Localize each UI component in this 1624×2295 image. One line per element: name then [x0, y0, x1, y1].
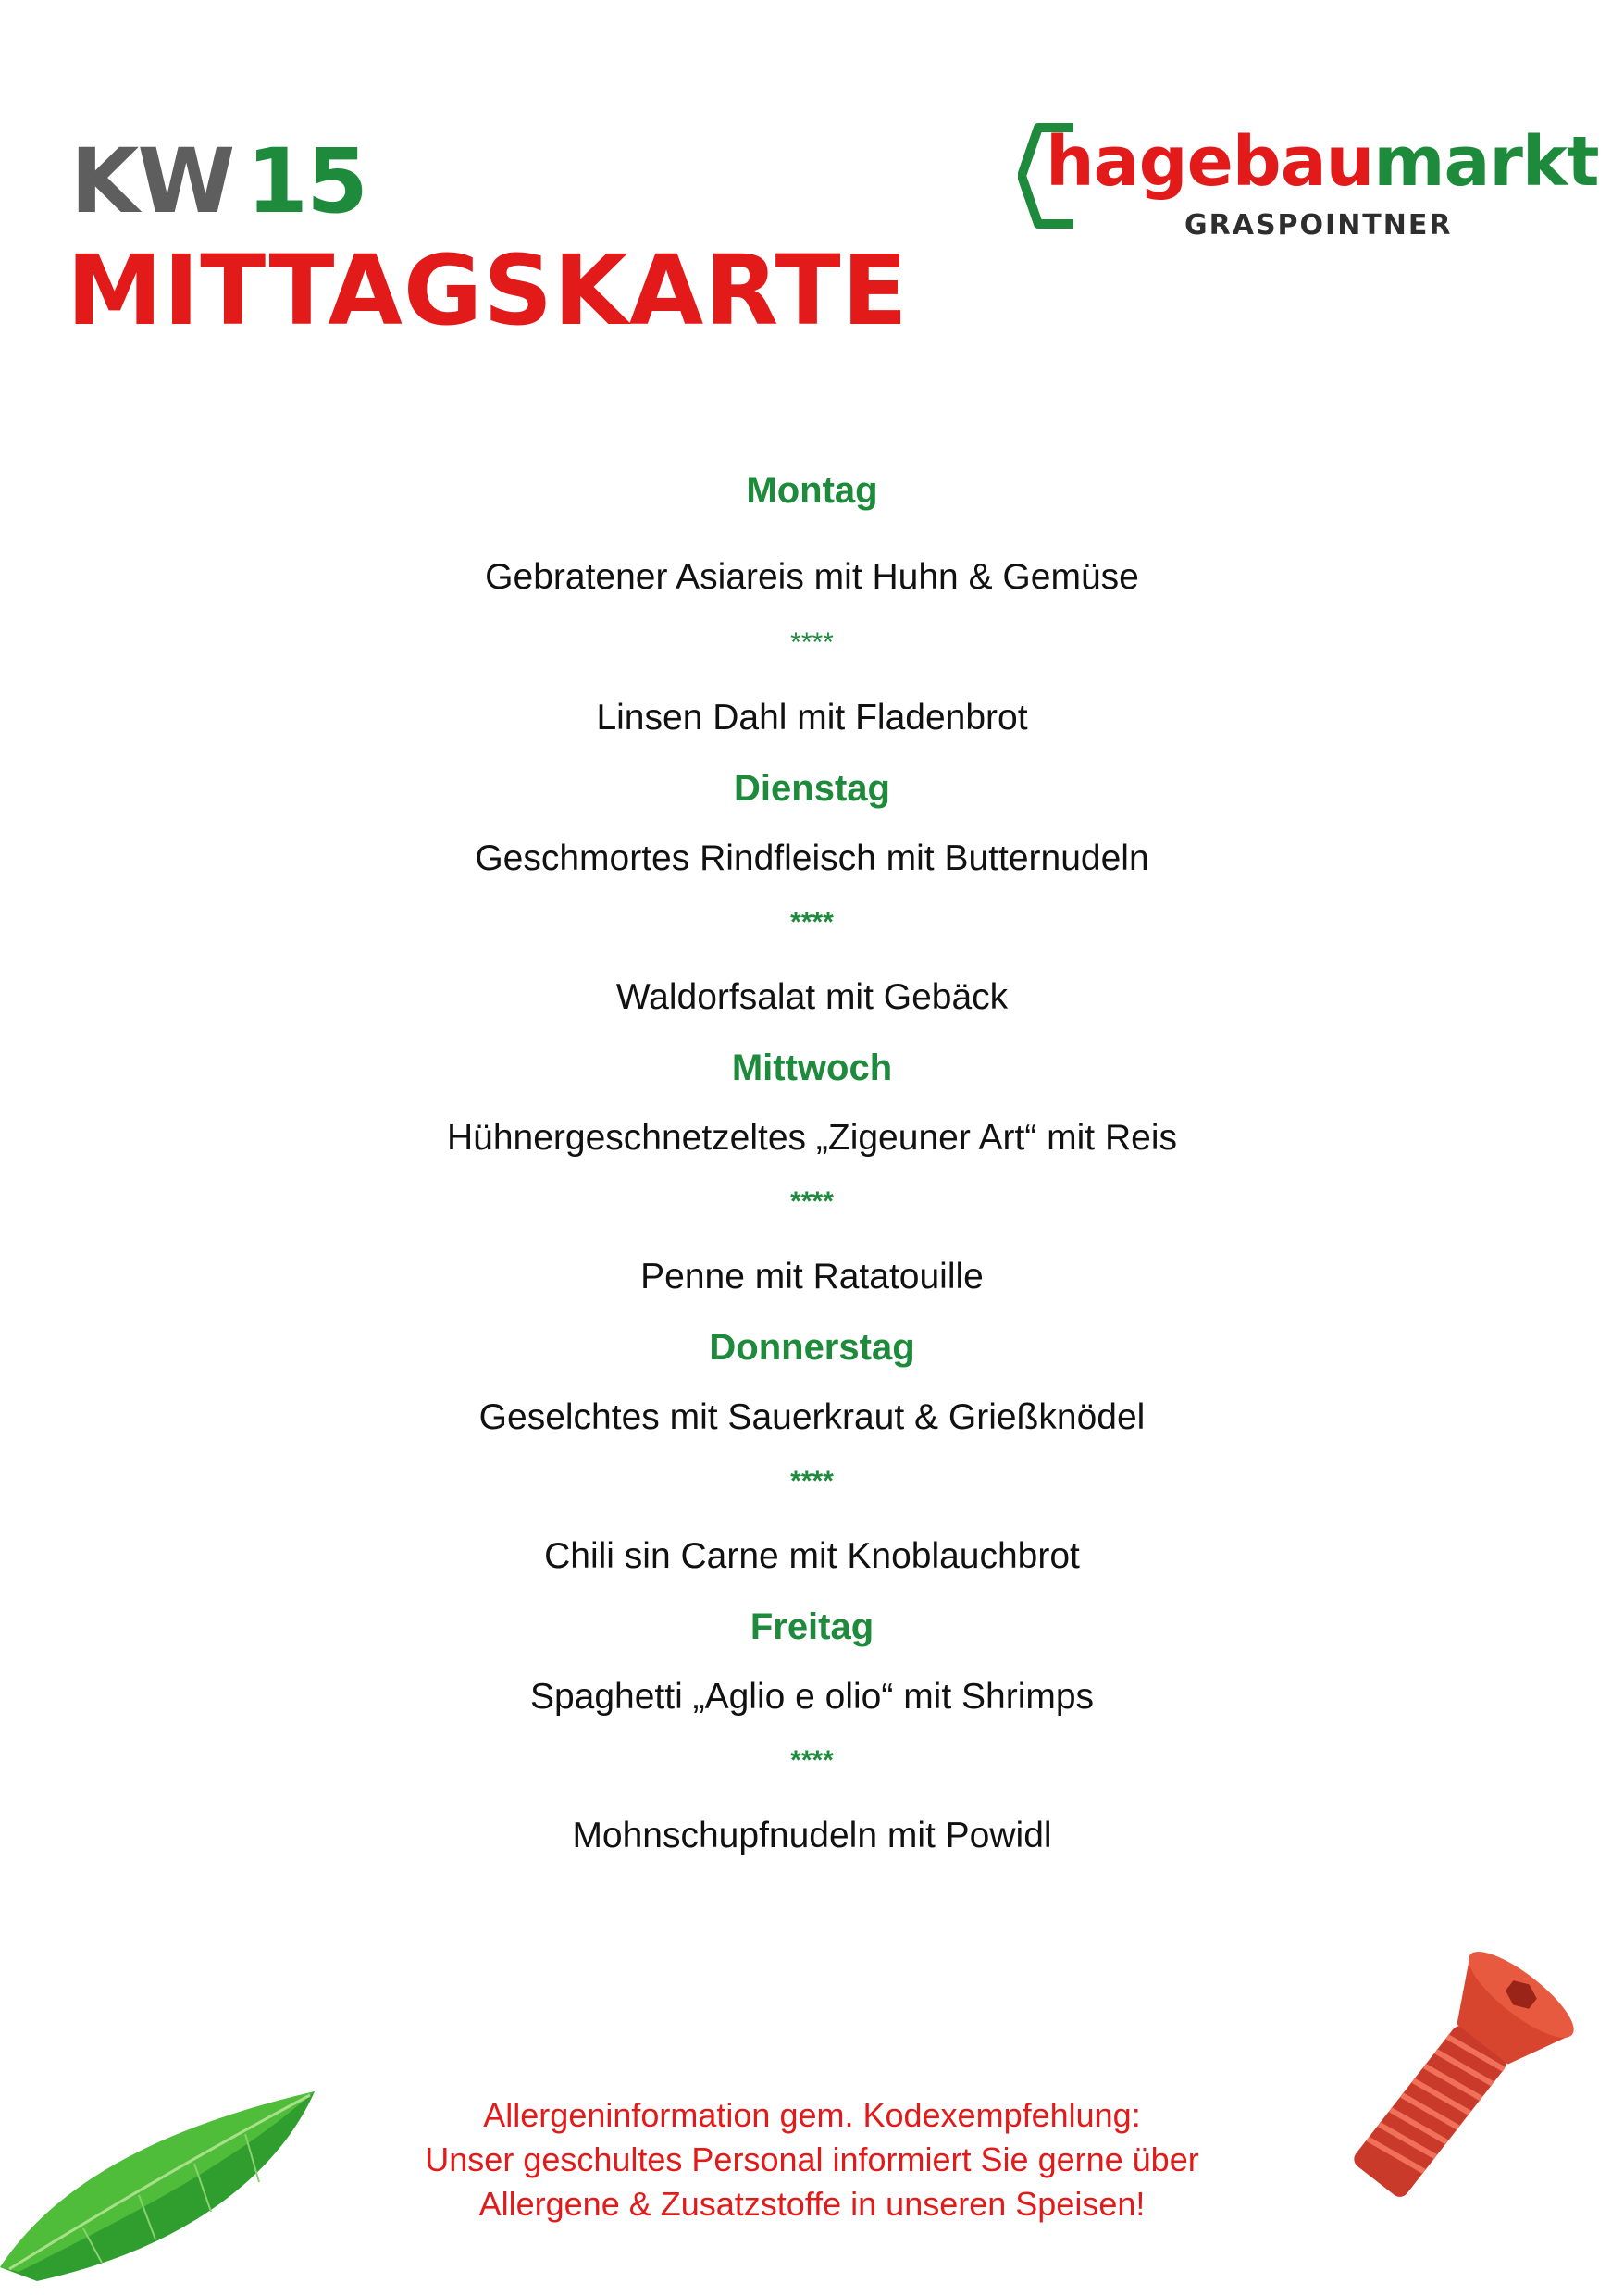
allergen-line-1: Allergeninformation gem. Kodexempfehlung: [483, 2096, 1141, 2134]
week-label [70, 130, 366, 233]
week-number: 15 [246, 130, 366, 233]
dish-freitag-1: Spaghetti „Aglio e olio“ mit Shrimps [529, 1677, 1095, 1717]
dish-freitag-2: Mohnschupfnudeln mit Powidl [572, 1816, 1052, 1855]
allergen-line-3: Allergene & Zusatzstoffe in unseren Speisen! [478, 2185, 1146, 2223]
day-heading-mittwoch: Mittwoch [731, 1048, 893, 1088]
dish-montag-2: Linsen Dahl mit Fladenbrot [596, 698, 1028, 738]
dish-dienstag-1: Geschmortes Rindfleisch mit Butternudeln [475, 838, 1149, 878]
dish-donnerstag-1: Geselchtes mit Sauerkraut & Grießknödel [478, 1397, 1146, 1437]
day-heading-dienstag: Dienstag [734, 768, 890, 809]
logo-brand [1046, 122, 1599, 202]
logo-brand-part1: hagebau [1046, 122, 1374, 202]
day-heading-donnerstag: Donnerstag [709, 1327, 915, 1368]
separator-dienstag: **** [790, 907, 834, 937]
hagebaumarkt-logo [1018, 118, 1599, 242]
dish-montag-1: Gebratener Asiareis mit Huhn & Gemüse [485, 557, 1139, 597]
dish-mittwoch-1: Hühnergeschnetzeltes „Zigeuner Art“ mit Reis [446, 1118, 1177, 1158]
separator-donnerstag: **** [790, 1466, 834, 1496]
day-heading-montag: Montag [746, 470, 878, 511]
allergen-line-2: Unser geschultes Personal informiert Sie gerne über [425, 2140, 1199, 2178]
dish-donnerstag-2: Chili sin Carne mit Knoblauchbrot [544, 1536, 1080, 1576]
day-heading-freitag: Freitag [750, 1606, 874, 1647]
separator-montag: **** [790, 627, 834, 658]
week-prefix: KW [70, 130, 234, 233]
page-title: MITTAGSKARTE [67, 234, 909, 347]
dish-mittwoch-2: Penne mit Ratatouille [640, 1257, 984, 1296]
separator-freitag: **** [790, 1745, 834, 1776]
separator-mittwoch: **** [790, 1186, 834, 1217]
dish-dienstag-2: Waldorfsalat mit Gebäck [615, 977, 1009, 1017]
logo-brand-part2: markt [1373, 122, 1599, 202]
allergen-notice [0, 2093, 1624, 2227]
logo-subtitle: GRASPOINTNER [1184, 209, 1453, 242]
